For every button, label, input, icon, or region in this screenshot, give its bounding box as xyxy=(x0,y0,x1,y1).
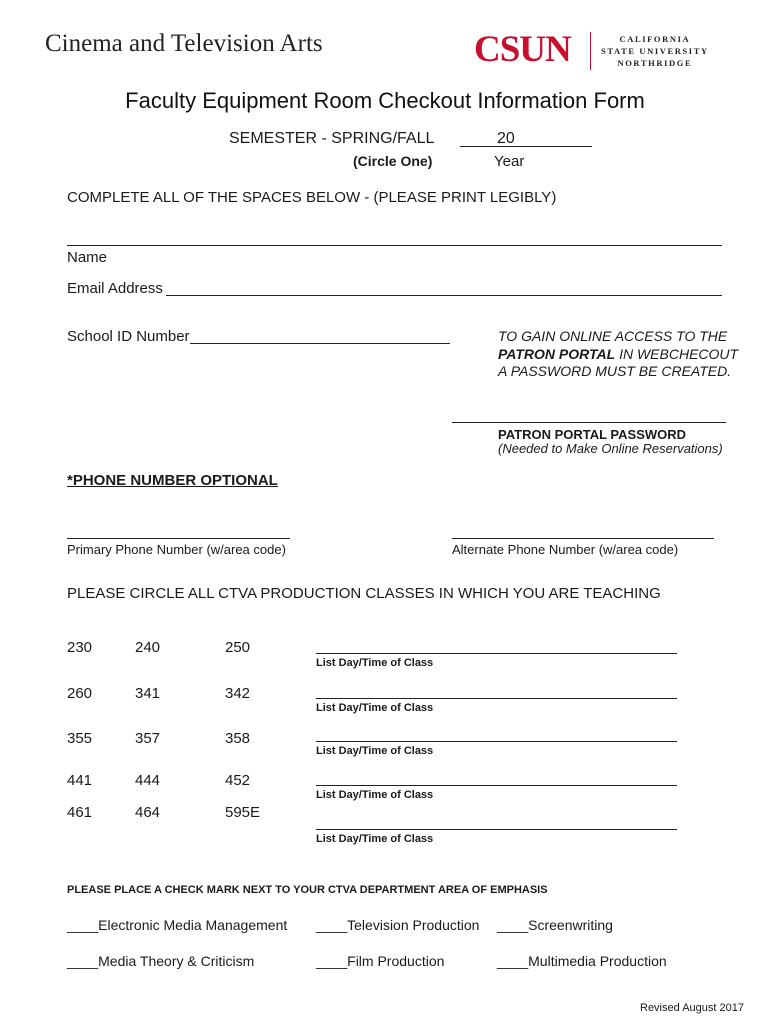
email-field[interactable] xyxy=(166,295,722,296)
emphasis-film-production[interactable]: ____Film Production xyxy=(316,953,445,969)
semester-year-field[interactable] xyxy=(460,146,592,147)
alternate-phone-field[interactable] xyxy=(452,538,714,539)
class-time-label: List Day/Time of Class xyxy=(316,702,434,714)
class-option[interactable]: 260 xyxy=(67,685,93,702)
semester-label: SEMESTER - SPRING/FALL xyxy=(229,130,435,147)
department-title: Cinema and Television Arts xyxy=(45,30,323,57)
class-option[interactable]: 444 xyxy=(135,772,161,789)
class-time-field[interactable] xyxy=(316,829,677,830)
csun-logo: CSUN xyxy=(474,29,571,70)
class-option[interactable]: 341 xyxy=(135,685,161,702)
class-option[interactable]: 358 xyxy=(225,730,251,747)
password-note: (Needed to Make Online Reservations) xyxy=(498,441,723,456)
alternate-phone-label: Alternate Phone Number (w/area code) xyxy=(452,542,679,557)
logo-sub-line-2: STATE UNIVERSITY xyxy=(601,46,709,56)
class-time-label: List Day/Time of Class xyxy=(316,789,434,801)
school-id-field[interactable] xyxy=(190,343,450,344)
emphasis-electronic-media[interactable]: ____Electronic Media Management xyxy=(67,917,288,933)
class-option[interactable]: 452 xyxy=(225,772,251,789)
emphasis-television-production[interactable]: ____Television Production xyxy=(316,917,480,933)
password-field[interactable] xyxy=(452,422,726,423)
circle-one-label: (Circle One) xyxy=(353,153,433,169)
portal-note-line-2 xyxy=(498,346,738,362)
logo-sub-line-3: NORTHRIDGE xyxy=(617,58,693,68)
portal-note-webcheckout: IN WEBCHECOUT xyxy=(615,346,739,362)
class-option[interactable]: 441 xyxy=(67,772,93,789)
logo-subtitle xyxy=(601,33,709,69)
class-time-label: List Day/Time of Class xyxy=(316,833,434,845)
revised-date: Revised August 2017 xyxy=(640,1002,744,1014)
class-time-field[interactable] xyxy=(316,698,677,699)
class-option[interactable]: 240 xyxy=(135,639,161,656)
class-time-field[interactable] xyxy=(316,741,677,742)
class-time-label: List Day/Time of Class xyxy=(316,745,434,757)
year-label: Year xyxy=(494,153,525,170)
class-time-field[interactable] xyxy=(316,785,677,786)
class-option[interactable]: 230 xyxy=(67,639,93,656)
name-label: Name xyxy=(67,249,108,266)
name-field[interactable] xyxy=(67,245,722,246)
emphasis-media-theory[interactable]: ____Media Theory & Criticism xyxy=(67,953,255,969)
class-option[interactable]: 342 xyxy=(225,685,251,702)
password-label: PATRON PORTAL PASSWORD xyxy=(498,427,687,442)
emphasis-instructions: PLEASE PLACE A CHECK MARK NEXT TO YOUR CTVA DEPARTMENT AREA OF EMPHASIS xyxy=(67,884,548,896)
primary-phone-label: Primary Phone Number (w/area code) xyxy=(67,542,286,557)
class-option[interactable]: 355 xyxy=(67,730,93,747)
instructions: COMPLETE ALL OF THE SPACES BELOW - (PLEASE PRINT LEGIBLY) xyxy=(67,189,557,206)
phone-optional-heading: *PHONE NUMBER OPTIONAL xyxy=(67,472,278,489)
email-label: Email Address xyxy=(67,280,163,297)
emphasis-multimedia-production[interactable]: ____Multimedia Production xyxy=(497,953,667,969)
class-option[interactable]: 250 xyxy=(225,639,251,656)
portal-note-line-3: A PASSWORD MUST BE CREATED. xyxy=(498,363,732,379)
primary-phone-field[interactable] xyxy=(67,538,290,539)
logo-sub-line-1: CALIFORNIA xyxy=(619,34,691,44)
class-option[interactable]: 357 xyxy=(135,730,161,747)
form-title: Faculty Equipment Room Checkout Information Form xyxy=(125,88,645,113)
class-time-field[interactable] xyxy=(316,653,677,654)
logo-divider xyxy=(590,32,591,70)
class-option[interactable]: 595E xyxy=(225,804,261,821)
portal-note-line-1: TO GAIN ONLINE ACCESS TO THE xyxy=(498,328,728,344)
emphasis-screenwriting[interactable]: ____Screenwriting xyxy=(497,917,613,933)
semester-year-prefix: 20 xyxy=(497,130,515,147)
classes-instructions: PLEASE CIRCLE ALL CTVA PRODUCTION CLASSES IN WHICH YOU ARE TEACHING xyxy=(67,585,661,602)
class-option[interactable]: 464 xyxy=(135,804,161,821)
class-time-label: List Day/Time of Class xyxy=(316,657,434,669)
school-id-label: School ID Number xyxy=(67,328,190,345)
class-option[interactable]: 461 xyxy=(67,804,93,821)
portal-note-patron-portal: PATRON PORTAL xyxy=(498,346,616,362)
